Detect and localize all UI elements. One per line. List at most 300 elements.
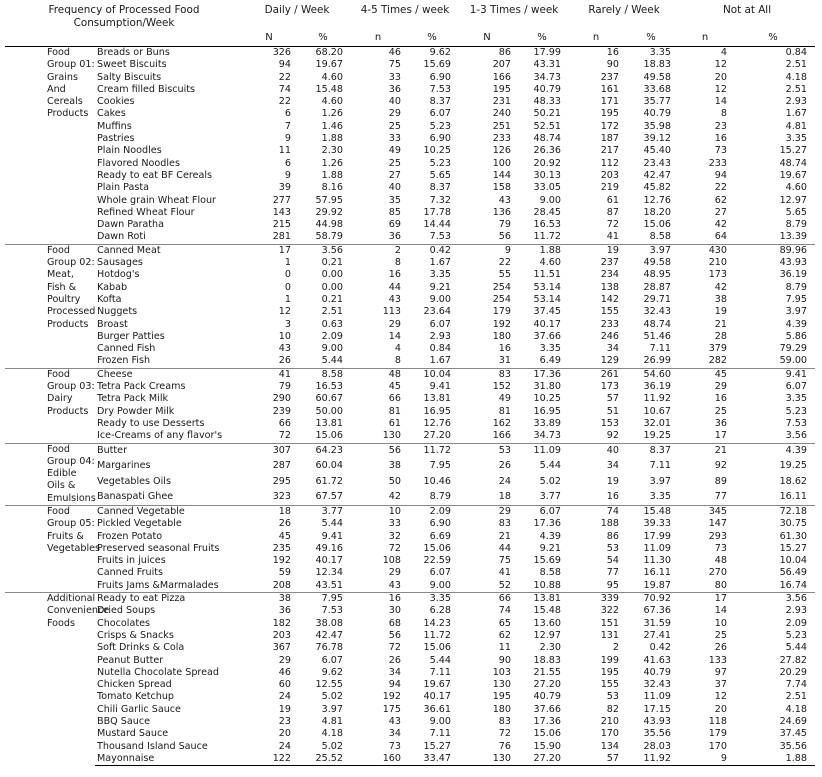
percent-cell: 1.88: [515, 244, 569, 257]
food-item-name: Canned Fruits: [97, 567, 164, 579]
count-cell: 53: [459, 443, 515, 459]
percent-cell: 8.58: [539, 567, 562, 579]
count-cell: 42: [714, 219, 728, 231]
percent-cell: 6.07: [429, 567, 452, 579]
food-item-name: Chocolates: [97, 617, 150, 629]
count-cell: 20: [714, 703, 728, 715]
percent-cell: 49.58: [643, 257, 672, 269]
count-cell: 85: [388, 206, 402, 218]
subheader-count: N: [459, 32, 515, 47]
percent-cell: 40.17: [315, 555, 344, 567]
count-cell: 103: [492, 666, 512, 678]
count-cell: 49: [498, 393, 512, 405]
percent-cell: 50.00: [315, 405, 344, 417]
count-cell: 19: [714, 306, 728, 318]
count-cell: 59: [278, 567, 292, 579]
table-row: [5, 84, 815, 96]
percent-cell: 30.13: [533, 169, 562, 181]
count-cell: 295: [272, 475, 292, 487]
count-cell: 130: [459, 753, 515, 766]
percent-cell: 43.31: [533, 59, 562, 71]
percent-cell: 67.57: [315, 491, 344, 503]
count-cell: 90: [606, 59, 620, 71]
count-cell: 25: [388, 157, 402, 169]
count-cell: 22: [278, 96, 292, 108]
percent-cell: 7.11: [649, 343, 672, 355]
count-cell: 240: [492, 108, 512, 120]
food-item-name: Ice-Creams of any flavor's: [97, 430, 223, 442]
percent-cell: 41.63: [643, 654, 672, 666]
count-cell: 199: [600, 654, 620, 666]
subheader-count: N: [243, 32, 295, 47]
count-cell: 24: [278, 691, 292, 703]
count-cell: 27: [714, 206, 728, 218]
percent-cell: 45.82: [643, 182, 672, 194]
count-cell: 155: [600, 679, 620, 691]
count-cell: 31: [498, 355, 512, 367]
percent-cell: 20.29: [779, 666, 808, 678]
food-item-name: Dawn Roti: [97, 231, 146, 243]
count-cell: 46: [351, 47, 405, 60]
percent-cell: 7.53: [321, 605, 344, 617]
percent-cell: 40.17: [533, 318, 562, 330]
percent-cell: 3.35: [785, 133, 808, 145]
percent-cell: 2.30: [539, 642, 562, 654]
count-cell: 144: [492, 169, 512, 181]
percent-cell: 2.09: [785, 617, 808, 629]
table-row: [5, 655, 815, 667]
count-cell: 38: [714, 293, 728, 305]
percent-cell: 15.27: [779, 542, 808, 554]
count-cell: 92: [714, 460, 728, 472]
count-cell: 339: [569, 593, 623, 606]
percent-cell: 8.79: [429, 491, 452, 503]
food-item-name: Plain Pasta: [97, 182, 149, 194]
count-cell: 53: [606, 691, 620, 703]
percent-cell: 4.81: [785, 120, 808, 132]
count-cell: 38: [388, 460, 402, 472]
percent-cell: 68.20: [295, 47, 351, 60]
count-cell: 41: [606, 231, 620, 243]
table-row: [5, 207, 815, 219]
count-cell: 1: [284, 293, 292, 305]
column-group-rarely: Rarely / Week: [588, 4, 660, 16]
count-cell: 195: [492, 691, 512, 703]
count-cell: 97: [714, 666, 728, 678]
percent-cell: 3.56: [785, 430, 808, 442]
percent-cell: 36.61: [423, 703, 452, 715]
percent-cell: 9.00: [429, 716, 452, 728]
percent-cell: 2.51: [321, 306, 344, 318]
count-cell: 44: [498, 542, 512, 554]
percent-cell: 15.69: [423, 59, 452, 71]
count-cell: 4: [394, 343, 402, 355]
count-cell: 56: [388, 629, 402, 641]
food-item-name: Dried Soups: [97, 605, 156, 617]
count-cell: 379: [708, 343, 728, 355]
percent-cell: 33.68: [643, 83, 672, 95]
count-cell: 9: [459, 244, 515, 257]
percent-cell: 8.37: [623, 443, 679, 459]
count-cell: 73: [388, 740, 402, 752]
percent-cell: 7.53: [429, 83, 452, 95]
percent-cell: 40.79: [643, 666, 672, 678]
count-cell: 173: [600, 381, 620, 393]
percent-cell: 24.69: [779, 716, 808, 728]
count-cell: 19: [278, 703, 292, 715]
percent-cell: 72.18: [731, 505, 815, 518]
count-cell: 55: [498, 269, 512, 281]
count-cell: 131: [600, 629, 620, 641]
percent-cell: 7.53: [429, 231, 452, 243]
percent-cell: 8.37: [429, 96, 452, 108]
count-cell: 152: [492, 381, 512, 393]
percent-cell: 15.27: [779, 145, 808, 157]
count-cell: 33: [388, 518, 402, 530]
count-cell: 290: [272, 393, 292, 405]
percent-cell: 16.74: [779, 579, 808, 591]
percent-cell: 32.43: [643, 679, 672, 691]
percent-cell: 11.72: [533, 231, 562, 243]
food-item-name: Tetra Pack Creams: [97, 381, 186, 393]
food-item-name: Mayonnaise: [95, 753, 243, 766]
table-row: [5, 393, 815, 405]
count-cell: 129: [600, 355, 620, 367]
count-cell: 80: [714, 579, 728, 591]
percent-cell: 30.75: [779, 518, 808, 530]
percent-cell: 7.74: [785, 679, 808, 691]
count-cell: 66: [459, 593, 515, 606]
food-item-name: Flavored Noodles: [97, 157, 180, 169]
percent-cell: 70.92: [623, 593, 679, 606]
percent-cell: 1.88: [321, 169, 344, 181]
percent-cell: 5.23: [429, 120, 452, 132]
percent-cell: 33.47: [405, 753, 459, 766]
food-item-name: Margarines: [97, 460, 151, 472]
food-group-label: Food Group 05: Fruits & Vegetables: [5, 505, 95, 592]
count-cell: 12: [714, 59, 728, 71]
percent-cell: 37.66: [533, 330, 562, 342]
percent-cell: 53.14: [533, 293, 562, 305]
count-cell: 133: [708, 654, 728, 666]
percent-cell: 3.35: [623, 47, 679, 60]
percent-cell: 25.52: [295, 753, 351, 766]
percent-cell: 15.06: [315, 430, 344, 442]
count-cell: 254: [492, 281, 512, 293]
count-cell: 160: [351, 753, 405, 766]
count-cell: 22: [278, 71, 292, 83]
percent-cell: 44.98: [315, 219, 344, 231]
percent-cell: 4.39: [731, 443, 815, 459]
count-cell: 12: [278, 306, 292, 318]
percent-cell: 76.78: [315, 642, 344, 654]
percent-cell: 33.89: [533, 417, 562, 429]
table-row: [5, 716, 815, 728]
percent-cell: 0.84: [429, 343, 452, 355]
percent-cell: 0.00: [321, 269, 344, 281]
percent-cell: 15.06: [423, 542, 452, 554]
percent-cell: 5.44: [321, 518, 344, 530]
food-item-name: Tomato Ketchup: [97, 691, 175, 703]
table-row: [5, 170, 815, 182]
percent-cell: 16.11: [779, 491, 808, 503]
count-cell: 72: [498, 728, 512, 740]
percent-cell: 7.95: [429, 460, 452, 472]
count-cell: 75: [498, 555, 512, 567]
count-cell: 9: [284, 169, 292, 181]
count-cell: 182: [272, 617, 292, 629]
count-cell: 138: [600, 281, 620, 293]
percent-cell: 89.96: [731, 244, 815, 257]
count-cell: 40: [569, 443, 623, 459]
percent-cell: 2.09: [321, 330, 344, 342]
count-cell: 195: [600, 666, 620, 678]
count-cell: 130: [382, 430, 402, 442]
table-body: [5, 47, 815, 766]
percent-cell: 4.60: [785, 182, 808, 194]
percent-cell: 17.36: [533, 716, 562, 728]
food-item-name: Sweet Biscuits: [97, 59, 167, 71]
percent-cell: 7.11: [429, 666, 452, 678]
count-cell: 81: [388, 405, 402, 417]
table-row: [5, 121, 815, 133]
count-cell: 73: [714, 542, 728, 554]
count-cell: 32: [388, 530, 402, 542]
table-row: [5, 667, 815, 679]
percent-cell: 2.93: [429, 330, 452, 342]
percent-cell: 19.67: [315, 59, 344, 71]
percent-cell: 11.09: [643, 691, 672, 703]
count-cell: 158: [492, 182, 512, 194]
count-cell: 172: [600, 120, 620, 132]
count-cell: 233: [492, 133, 512, 145]
count-cell: 66: [278, 417, 292, 429]
percent-cell: 40.79: [533, 83, 562, 95]
percent-cell: 7.53: [785, 417, 808, 429]
percent-cell: 16.95: [423, 405, 452, 417]
count-cell: 72: [278, 430, 292, 442]
count-cell: 170: [600, 728, 620, 740]
food-item-name: Chili Garlic Sauce: [97, 703, 181, 715]
food-item-name: Ready to eat BF Cereals: [97, 169, 213, 181]
count-cell: 100: [492, 157, 512, 169]
table-row: [5, 593, 815, 606]
percent-cell: 13.81: [423, 393, 452, 405]
count-cell: 166: [492, 430, 512, 442]
percent-cell: 31.80: [533, 381, 562, 393]
percent-cell: 8.58: [295, 368, 351, 381]
percent-cell: 48.74: [533, 133, 562, 145]
percent-cell: 19.25: [643, 430, 672, 442]
table-row: [5, 459, 815, 474]
percent-cell: 3.97: [321, 703, 344, 715]
percent-cell: 14.44: [423, 219, 452, 231]
percent-cell: 5.65: [429, 169, 452, 181]
table-row: [5, 474, 815, 489]
percent-cell: 2.51: [785, 59, 808, 71]
count-cell: 270: [708, 567, 728, 579]
percent-cell: 0.42: [649, 642, 672, 654]
count-cell: 35: [388, 194, 402, 206]
count-cell: 94: [278, 59, 292, 71]
count-cell: 34: [606, 343, 620, 355]
count-cell: 74: [498, 605, 512, 617]
food-item-name: Frozen Potato: [97, 530, 163, 542]
count-cell: 25: [714, 629, 728, 641]
percent-cell: 15.48: [315, 83, 344, 95]
percent-cell: 15.27: [423, 740, 452, 752]
percent-cell: 36.19: [643, 381, 672, 393]
count-cell: 53: [606, 542, 620, 554]
table-row: [5, 406, 815, 418]
count-cell: 16: [714, 133, 728, 145]
percent-cell: 35.98: [643, 120, 672, 132]
count-cell: 61: [606, 194, 620, 206]
count-cell: 83: [498, 716, 512, 728]
table-row: [5, 145, 815, 157]
percent-cell: 3.35: [785, 393, 808, 405]
percent-cell: 8.79: [785, 219, 808, 231]
percent-cell: 9.21: [539, 542, 562, 554]
food-item-name: Pastries: [97, 133, 135, 145]
count-cell: 219: [600, 182, 620, 194]
percent-cell: 33.05: [533, 182, 562, 194]
count-cell: 43: [498, 194, 512, 206]
count-cell: 49: [388, 145, 402, 157]
count-cell: 195: [492, 83, 512, 95]
count-cell: 17: [679, 593, 731, 606]
percent-cell: 15.48: [623, 505, 679, 518]
count-cell: 33: [388, 133, 402, 145]
percent-cell: 28.87: [643, 281, 672, 293]
food-item-name: Canned Fish: [97, 343, 156, 355]
percent-cell: 15.90: [533, 740, 562, 752]
count-cell: 20: [714, 71, 728, 83]
percent-cell: 15.06: [643, 219, 672, 231]
percent-cell: 1.67: [785, 108, 808, 120]
percent-cell: 9.00: [321, 343, 344, 355]
count-cell: 25: [714, 405, 728, 417]
percent-cell: 27.20: [423, 430, 452, 442]
percent-cell: 6.07: [515, 505, 569, 518]
count-cell: 23: [278, 716, 292, 728]
count-cell: 72: [388, 642, 402, 654]
count-cell: 77: [606, 567, 620, 579]
percent-cell: 48.74: [779, 157, 808, 169]
count-cell: 34: [606, 460, 620, 472]
column-group-4-5-times: 4-5 Times / week: [360, 4, 450, 16]
count-cell: 25: [388, 120, 402, 132]
count-cell: 33: [388, 71, 402, 83]
percent-cell: 60.04: [315, 460, 344, 472]
percent-cell: 12.97: [533, 629, 562, 641]
count-cell: 29: [388, 318, 402, 330]
column-group-daily: Daily / Week: [264, 4, 330, 16]
table-row: [5, 319, 815, 331]
percent-cell: 16.53: [315, 381, 344, 393]
percent-cell: 9.00: [539, 194, 562, 206]
percent-cell: 6.07: [429, 318, 452, 330]
percent-cell: 9.00: [429, 579, 452, 591]
count-cell: 17: [243, 244, 295, 257]
food-item-name: Banaspati Ghee: [97, 491, 174, 503]
count-cell: 43: [278, 343, 292, 355]
table-row: [5, 368, 815, 381]
count-cell: 207: [492, 59, 512, 71]
count-cell: 118: [708, 716, 728, 728]
count-cell: 27: [388, 169, 402, 181]
count-cell: 22: [498, 257, 512, 269]
count-cell: 192: [382, 691, 402, 703]
table-row: [5, 490, 815, 506]
percent-cell: 6.07: [429, 108, 452, 120]
percent-cell: 14.23: [423, 617, 452, 629]
count-cell: 30: [388, 605, 402, 617]
percent-cell: 10.25: [423, 145, 452, 157]
percent-cell: 9.41: [321, 530, 344, 542]
percent-cell: 3.35: [539, 343, 562, 355]
percent-cell: 2.30: [321, 145, 344, 157]
percent-cell: 18.83: [643, 59, 672, 71]
percent-cell: 2.93: [785, 96, 808, 108]
food-item-name: Fruits in juices: [97, 555, 166, 567]
table-row: [5, 182, 815, 194]
count-cell: 72: [388, 542, 402, 554]
count-cell: 21: [679, 443, 731, 459]
percent-cell: 52.51: [533, 120, 562, 132]
food-item-name: Cookies: [97, 96, 135, 108]
table-row: [5, 195, 815, 207]
count-cell: 175: [382, 703, 402, 715]
percent-cell: 34.73: [533, 71, 562, 83]
count-cell: 44: [388, 281, 402, 293]
table-row: [5, 96, 815, 108]
percent-cell: 9.00: [429, 293, 452, 305]
percent-cell: 1.46: [321, 120, 344, 132]
percent-cell: 3.77: [539, 491, 562, 503]
count-cell: 86: [459, 47, 515, 60]
percent-cell: 11.92: [643, 393, 672, 405]
percent-cell: 2.51: [785, 83, 808, 95]
percent-cell: 5.44: [321, 355, 344, 367]
percent-cell: 7.11: [649, 460, 672, 472]
count-cell: 74: [569, 505, 623, 518]
percent-cell: 17.99: [515, 47, 569, 60]
percent-cell: 48.74: [643, 318, 672, 330]
table-row: [5, 642, 815, 654]
count-cell: 192: [492, 318, 512, 330]
count-cell: 72: [606, 219, 620, 231]
percent-cell: 56.49: [779, 567, 808, 579]
percent-cell: 8.58: [649, 231, 672, 243]
percent-cell: 7.95: [295, 593, 351, 606]
percent-cell: 18.83: [533, 654, 562, 666]
percent-cell: 3.97: [785, 306, 808, 318]
count-cell: 89: [714, 475, 728, 487]
table-row: [5, 108, 815, 120]
percent-cell: 10.88: [533, 579, 562, 591]
table-row: [5, 219, 815, 231]
percent-cell: 7.32: [429, 194, 452, 206]
percent-cell: 40.79: [533, 691, 562, 703]
food-item-name: Kabab: [97, 281, 128, 293]
count-cell: 234: [600, 269, 620, 281]
count-cell: 192: [272, 555, 292, 567]
percent-cell: 9.62: [321, 666, 344, 678]
percent-cell: 6.07: [321, 654, 344, 666]
count-cell: 57: [569, 753, 623, 766]
food-item-name: Nutella Chocolate Spread: [97, 666, 220, 678]
